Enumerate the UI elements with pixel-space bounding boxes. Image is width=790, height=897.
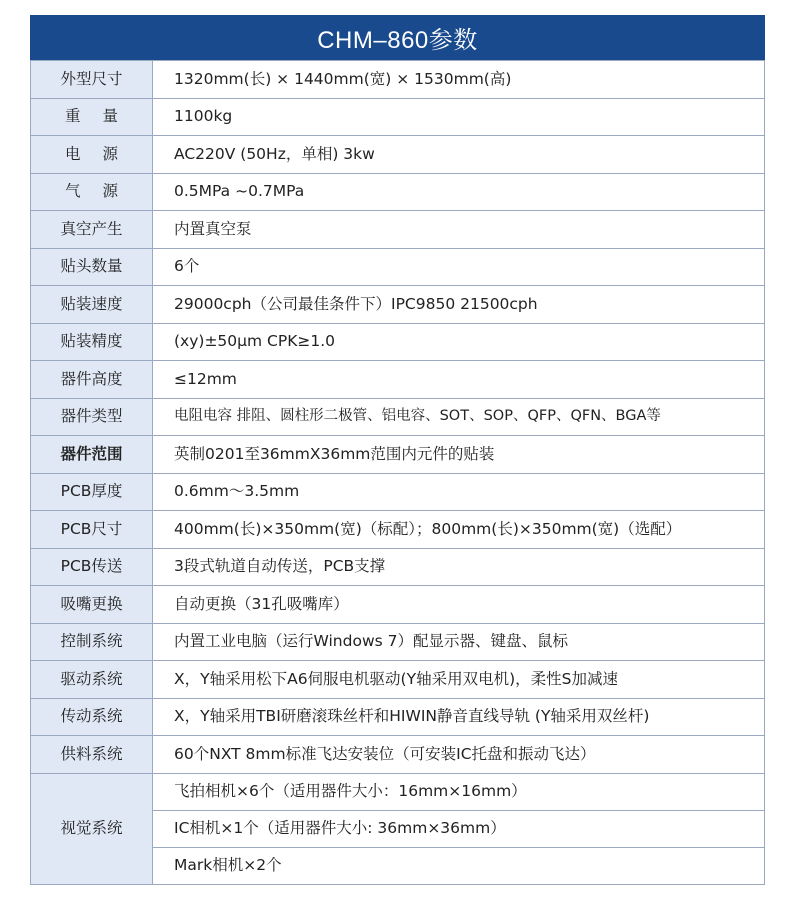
table-row [31,211,765,249]
row-label: 驱动系统 [31,661,153,699]
table-row [31,548,765,586]
row-label: 器件高度 [31,361,153,399]
row-value: (xy)±50μm CPK≥1.0 [153,323,765,361]
table-row [31,736,765,774]
row-value: 自动更换（31孔吸嘴库） [153,586,765,624]
row-label: 控制系统 [31,623,153,661]
row-value: 6个 [153,248,765,286]
row-label: 贴装速度 [31,286,153,324]
row-label: PCB厚度 [31,473,153,511]
row-label: 传动系统 [31,698,153,736]
row-label: PCB传送 [31,548,153,586]
row-value: 0.6mm～3.5mm [153,473,765,511]
row-value: 电阻电容 排阻、圆柱形二极管、铝电容、SOT、SOP、QFP、QFN、BGA等 [153,398,765,436]
row-value: 60个NXT 8mm标准飞达安装位（可安装IC托盘和振动飞达） [153,736,765,774]
spec-title: CHM–860参数 [30,15,765,60]
row-label: 器件范围 [31,436,153,474]
table-row [31,286,765,324]
row-label: 吸嘴更换 [31,586,153,624]
row-value: 英制0201至36mmX36mm范围内元件的贴装 [153,436,765,474]
row-value: ≤12mm [153,361,765,399]
row-label: 贴头数量 [31,248,153,286]
table-row [31,623,765,661]
table-row [31,773,765,810]
row-label: 外型尺寸 [31,61,153,99]
table-row [31,361,765,399]
table-row [31,398,765,436]
table-row [31,173,765,211]
row-value: AC220V (50Hz，单相) 3kw [153,136,765,174]
row-label: 重量 [31,98,153,136]
table-row [31,698,765,736]
row-label: 供料系统 [31,736,153,774]
row-value: 0.5MPa ~0.7MPa [153,173,765,211]
spec-sheet [30,15,765,885]
row-value: X，Y轴采用TBI研磨滚珠丝杆和HIWIN静音直线导轨 (Y轴采用双丝杆) [153,698,765,736]
table-row [31,61,765,99]
table-row [31,323,765,361]
table-row [31,661,765,699]
row-value: 内置真空泵 [153,211,765,249]
row-value: 1320mm(长) × 1440mm(宽) × 1530mm(高) [153,61,765,99]
table-row [31,473,765,511]
row-label-vision: 视觉系统 [31,773,153,884]
row-value: 3段式轨道自动传送，PCB支撑 [153,548,765,586]
row-value: Mark相机×2个 [153,847,765,884]
row-label: 贴装精度 [31,323,153,361]
table-row [31,248,765,286]
row-value: 400mm(长)×350mm(宽)（标配）；800mm(长)×350mm(宽)（选配） [153,511,765,549]
row-value: 飞拍相机×6个（适用器件大小：16mm×16mm） [153,773,765,810]
table-row [31,586,765,624]
row-value: 29000cph（公司最佳条件下）IPC9850 21500cph [153,286,765,324]
row-label: 电源 [31,136,153,174]
row-label: 气源 [31,173,153,211]
row-label: 器件类型 [31,398,153,436]
table-row [31,436,765,474]
table-row [31,136,765,174]
row-label: PCB尺寸 [31,511,153,549]
table-row [31,511,765,549]
row-value: IC相机×1个（适用器件大小: 36mm×36mm） [153,810,765,847]
row-value: 内置工业电脑（运行Windows 7）配显示器、键盘、鼠标 [153,623,765,661]
table-row [31,98,765,136]
row-label: 真空产生 [31,211,153,249]
spec-table [30,60,765,885]
row-value: X，Y轴采用松下A6伺服电机驱动(Y轴采用双电机)，柔性S加减速 [153,661,765,699]
row-value: 1100kg [153,98,765,136]
